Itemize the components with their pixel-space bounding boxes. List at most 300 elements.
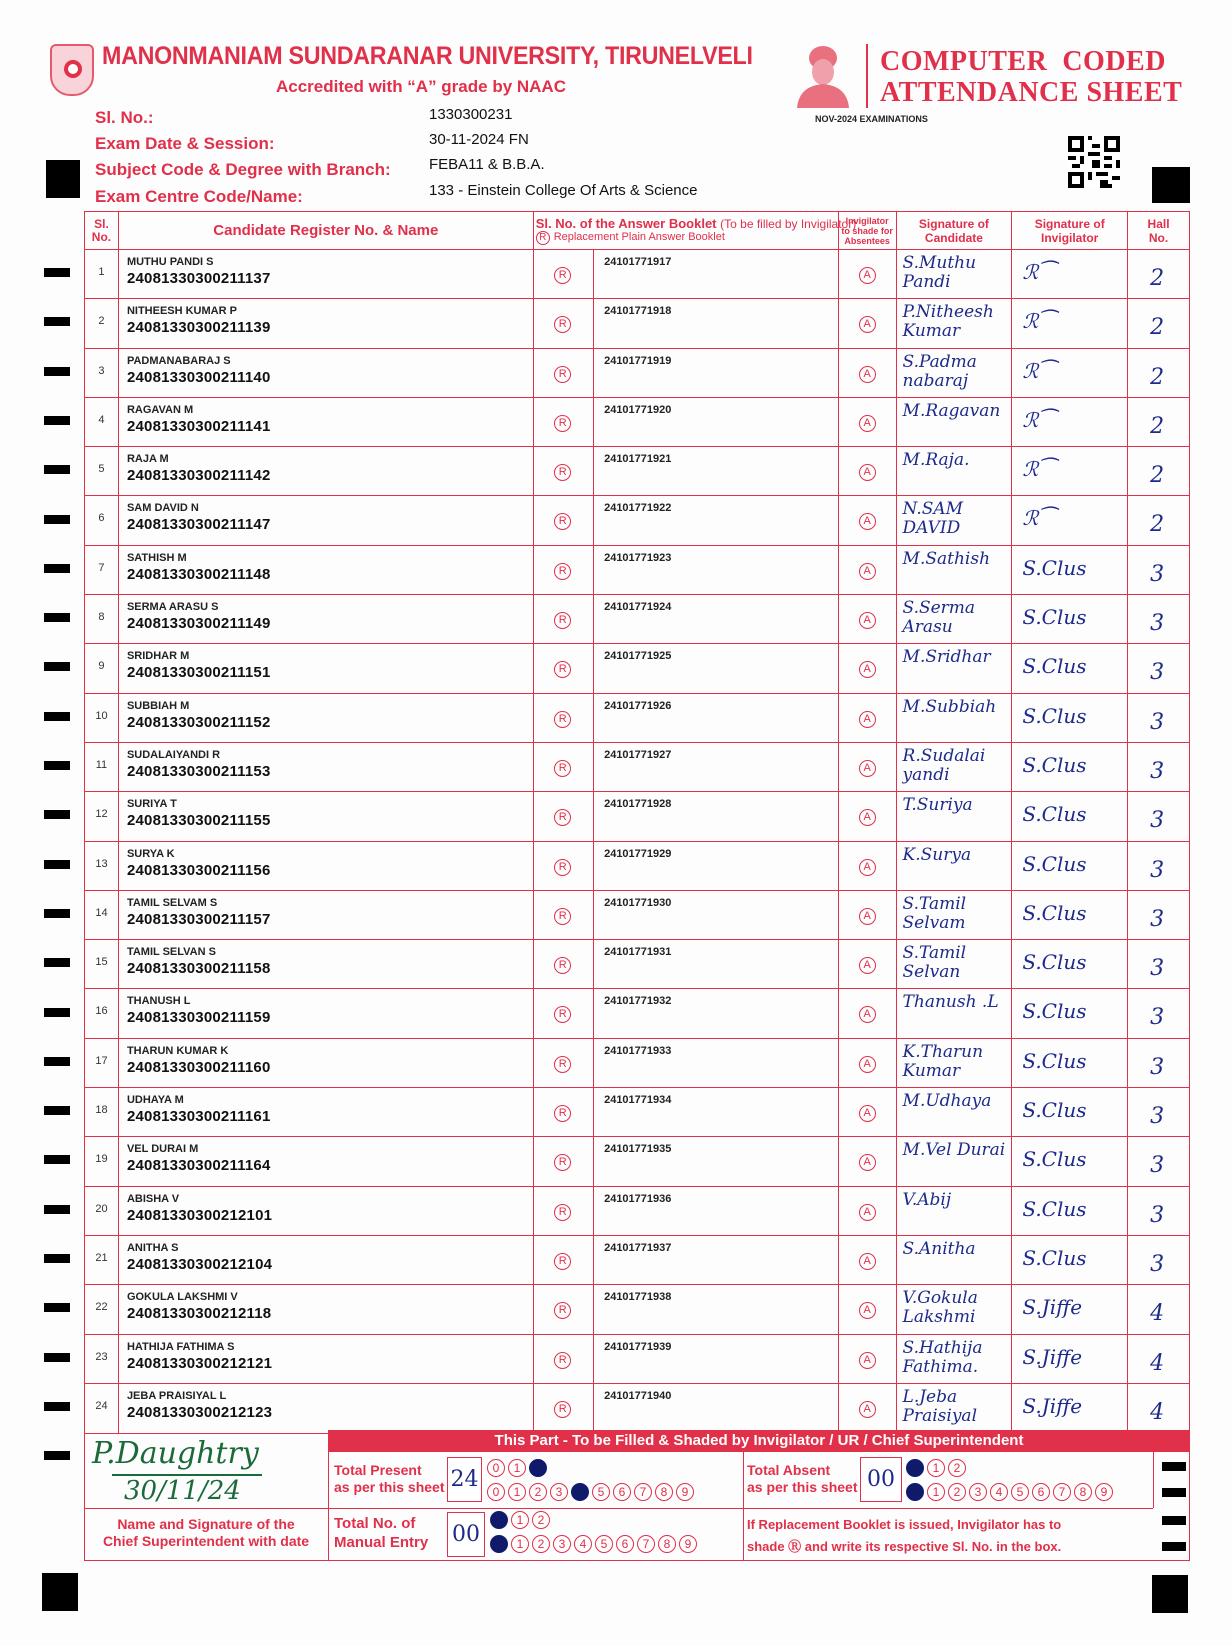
candidate-signature-cell bbox=[897, 1187, 1013, 1235]
hall-number: 3 bbox=[1150, 906, 1165, 932]
replacement-bubble[interactable]: R bbox=[554, 563, 571, 580]
booklet-cell bbox=[594, 1236, 839, 1284]
invigilator-signature-cell bbox=[1012, 250, 1128, 298]
sl-no: 19 bbox=[95, 1153, 108, 1166]
digit-bubble-4[interactable]: 4 bbox=[574, 1535, 592, 1553]
hall-cell bbox=[1128, 349, 1189, 397]
digit-bubble-2[interactable]: 2 bbox=[948, 1459, 966, 1477]
digit-bubble-1[interactable]: 1 bbox=[927, 1483, 945, 1501]
candidate-cell bbox=[119, 1137, 534, 1185]
invigilator-signature-cell bbox=[1012, 644, 1128, 692]
absent-bubble[interactable]: A bbox=[859, 366, 876, 383]
booklet-number: 24101771928 bbox=[604, 798, 672, 811]
sl-no: 11 bbox=[95, 758, 108, 771]
candidate-signature: M.Ragavan bbox=[902, 400, 1001, 421]
replacement-cell bbox=[534, 1236, 594, 1284]
absent-bubble[interactable]: A bbox=[859, 563, 876, 580]
hall-number: 4 bbox=[1150, 1301, 1165, 1327]
absent-bubble[interactable]: A bbox=[859, 1154, 876, 1171]
invigilator-signature-cell bbox=[1012, 842, 1128, 890]
hall-number: 2 bbox=[1150, 266, 1165, 291]
digit-bubble-0[interactable]: 0 bbox=[490, 1511, 508, 1529]
digit-bubble-7[interactable]: 7 bbox=[1053, 1483, 1071, 1501]
candidate-name: ANITHA S bbox=[126, 1241, 179, 1254]
sheet-title-line2: ATTENDANCE SHEET bbox=[880, 77, 1183, 108]
booklet-number: 24101771939 bbox=[604, 1340, 672, 1353]
digit-bubble-5[interactable]: 5 bbox=[1011, 1483, 1029, 1501]
chief-signature: P.Daughtry bbox=[92, 1436, 259, 1471]
replacement-bubble[interactable]: R bbox=[554, 908, 571, 925]
invigilator-signature: S.Clus bbox=[1022, 605, 1087, 630]
booklet-number: 24101771920 bbox=[604, 403, 672, 416]
replacement-cell bbox=[534, 447, 594, 495]
sl-no-cell bbox=[85, 1236, 119, 1284]
candidate-cell bbox=[119, 1384, 534, 1433]
digit-bubble-2[interactable]: 2 bbox=[529, 1459, 547, 1477]
replacement-cell bbox=[534, 349, 594, 397]
invigilator-signature: S.Clus bbox=[1022, 900, 1087, 925]
absent-bubble[interactable]: A bbox=[859, 809, 876, 826]
invigilator-signature: S.Clus bbox=[1022, 1048, 1087, 1073]
sl-no-cell bbox=[85, 989, 119, 1037]
booklet-cell bbox=[594, 940, 839, 988]
candidate-name: ABISHA V bbox=[126, 1192, 180, 1205]
register-number: 24081330300211164 bbox=[126, 1157, 271, 1175]
absent-bubble[interactable]: A bbox=[859, 957, 876, 974]
invigilator-signature-cell bbox=[1012, 1236, 1128, 1284]
candidate-cell bbox=[119, 546, 534, 594]
absent-bubble[interactable]: A bbox=[859, 1105, 876, 1122]
booklet-number: 24101771932 bbox=[604, 995, 672, 1008]
sl-no: 3 bbox=[98, 364, 105, 377]
booklet-number: 24101771919 bbox=[604, 354, 672, 367]
header-divider bbox=[866, 44, 868, 108]
digit-bubble-1[interactable]: 1 bbox=[508, 1483, 526, 1501]
replacement-bubble[interactable]: R bbox=[554, 316, 571, 333]
booklet-number: 24101771938 bbox=[604, 1291, 672, 1304]
sl-no-cell bbox=[85, 792, 119, 840]
absent-bubble[interactable]: A bbox=[859, 612, 876, 629]
hall-cell bbox=[1128, 1335, 1189, 1383]
sl-no: 23 bbox=[95, 1350, 108, 1363]
replacement-bubble[interactable]: R bbox=[554, 267, 571, 284]
invigilator-signature: S.Clus bbox=[1022, 1196, 1087, 1221]
invigilator-signature-cell bbox=[1012, 1137, 1128, 1185]
replacement-bubble[interactable]: R bbox=[554, 1204, 571, 1221]
sl-no-cell bbox=[85, 398, 119, 446]
header-sig-candidate: Signature of Candidate bbox=[897, 212, 1013, 249]
timing-mark bbox=[44, 1303, 70, 1312]
candidate-name: JEBA PRAISIYAL L bbox=[126, 1389, 227, 1402]
timing-mark bbox=[44, 761, 70, 770]
absent-bubble[interactable]: A bbox=[859, 1401, 876, 1418]
replacement-bubble[interactable]: R bbox=[554, 957, 571, 974]
invigilator-signature: ℛ⁀ bbox=[1022, 260, 1055, 284]
candidate-name: TAMIL SELVAM S bbox=[126, 896, 218, 909]
sl-no: 16 bbox=[95, 1005, 108, 1018]
candidate-signature-cell bbox=[897, 989, 1013, 1037]
replacement-bubble[interactable]: R bbox=[554, 1154, 571, 1171]
absent-cell bbox=[839, 1384, 897, 1433]
total-absent-box[interactable]: 00 bbox=[860, 1457, 902, 1502]
digit-bubble-3[interactable]: 3 bbox=[553, 1535, 571, 1553]
hall-number: 2 bbox=[1150, 463, 1165, 489]
replacement-cell bbox=[534, 1335, 594, 1383]
digit-bubble-9[interactable]: 9 bbox=[679, 1535, 697, 1553]
replacement-bubble[interactable]: R bbox=[554, 1302, 571, 1319]
digit-bubble-5[interactable]: 5 bbox=[592, 1483, 610, 1501]
candidate-cell bbox=[119, 842, 534, 890]
replacement-bubble[interactable]: R bbox=[554, 809, 571, 826]
absent-cell bbox=[839, 940, 897, 988]
digit-bubble-4[interactable]: 4 bbox=[571, 1483, 589, 1501]
hall-cell bbox=[1128, 940, 1189, 988]
candidate-cell bbox=[119, 1088, 534, 1136]
candidate-cell bbox=[119, 1187, 534, 1235]
candidate-name: RAJA M bbox=[126, 453, 169, 466]
replacement-note-line1: If Replacement Booklet is issued, Invigilator has to bbox=[747, 1517, 1062, 1532]
hall-number: 2 bbox=[1150, 315, 1165, 341]
candidate-signature-cell bbox=[897, 250, 1013, 298]
booklet-cell bbox=[594, 1088, 839, 1136]
register-number: 24081330300212121 bbox=[126, 1354, 273, 1372]
candidate-name: PADMANABARAJ S bbox=[126, 354, 231, 367]
candidate-signature: Thanush .L bbox=[902, 992, 999, 1013]
absent-cell bbox=[839, 1335, 897, 1383]
candidate-signature-cell bbox=[897, 447, 1013, 495]
invigilator-signature: S.Clus bbox=[1022, 752, 1087, 777]
exam-session-label: NOV-2024 EXAMINATIONS bbox=[815, 114, 928, 124]
total-present-box[interactable]: 24 bbox=[447, 1457, 482, 1502]
replacement-note-line2: shade Ⓡ and write its respective Sl. No. in the box. bbox=[747, 1539, 1062, 1554]
absent-cell bbox=[839, 694, 897, 742]
invigilator-signature: S.Clus bbox=[1022, 1147, 1087, 1172]
absent-bubble[interactable]: A bbox=[859, 711, 876, 728]
booklet-cell bbox=[594, 694, 839, 742]
invigilator-signature-cell bbox=[1012, 792, 1128, 840]
digit-bubble-1[interactable]: 1 bbox=[511, 1511, 529, 1529]
sl-no-cell bbox=[85, 743, 119, 791]
candidate-signature-cell bbox=[897, 299, 1013, 347]
timing-mark bbox=[44, 810, 70, 819]
absent-bubble[interactable]: A bbox=[859, 1253, 876, 1270]
absent-bubble[interactable]: A bbox=[859, 1056, 876, 1073]
register-number: 24081330300211155 bbox=[126, 812, 271, 830]
sl-no-cell bbox=[85, 1137, 119, 1185]
booklet-cell bbox=[594, 1285, 839, 1333]
invigilator-signature-cell bbox=[1012, 1384, 1128, 1433]
digit-bubble-1[interactable]: 1 bbox=[508, 1459, 526, 1477]
booklet-number: 24101771922 bbox=[604, 502, 672, 515]
replacement-bubble[interactable]: R bbox=[554, 464, 571, 481]
hall-cell bbox=[1128, 1137, 1189, 1185]
timing-mark bbox=[44, 1254, 70, 1263]
digit-bubble-1[interactable]: 1 bbox=[927, 1459, 945, 1477]
register-number: 24081330300211152 bbox=[126, 713, 271, 731]
sl-no-cell bbox=[85, 940, 119, 988]
digit-bubble-8[interactable]: 8 bbox=[658, 1535, 676, 1553]
replacement-bubble[interactable]: R bbox=[554, 366, 571, 383]
register-number: 24081330300212123 bbox=[126, 1403, 273, 1421]
digit-bubble-6[interactable]: 6 bbox=[613, 1483, 631, 1501]
absent-bubble[interactable]: A bbox=[859, 1352, 876, 1369]
replacement-bubble[interactable]: R bbox=[554, 760, 571, 777]
candidate-signature: S.Tamil Selvam bbox=[902, 893, 967, 933]
absent-bubble[interactable]: A bbox=[859, 316, 876, 333]
invigilator-signature: S.Clus bbox=[1022, 703, 1087, 728]
replacement-cell bbox=[534, 644, 594, 692]
digit-bubble-0[interactable]: 0 bbox=[906, 1459, 924, 1477]
replacement-cell bbox=[534, 891, 594, 939]
invigilator-signature-cell bbox=[1012, 891, 1128, 939]
digit-bubble-4[interactable]: 4 bbox=[990, 1483, 1008, 1501]
manual-entry-label1: Total No. of bbox=[334, 1515, 416, 1532]
centre-value: 133 - Einstein College Of Arts & Science bbox=[429, 182, 698, 199]
digit-bubble-2[interactable]: 2 bbox=[532, 1535, 550, 1553]
total-present-units-bubbles bbox=[487, 1483, 697, 1501]
booklet-number: 24101771931 bbox=[604, 946, 672, 959]
replacement-cell bbox=[534, 595, 594, 643]
booklet-cell bbox=[594, 496, 839, 544]
digit-bubble-2[interactable]: 2 bbox=[948, 1483, 966, 1501]
digit-bubble-1[interactable]: 1 bbox=[511, 1535, 529, 1553]
manual-entry-box[interactable]: 00 bbox=[447, 1512, 485, 1557]
digit-bubble-9[interactable]: 9 bbox=[1095, 1483, 1113, 1501]
digit-bubble-2[interactable]: 2 bbox=[529, 1483, 547, 1501]
header-candidate: Candidate Register No. & Name bbox=[119, 212, 534, 249]
register-number: 24081330300211148 bbox=[126, 565, 271, 583]
replacement-bubble[interactable]: R bbox=[554, 513, 571, 530]
timing-mark bbox=[44, 564, 70, 573]
digit-bubble-0[interactable]: 0 bbox=[487, 1483, 505, 1501]
invigilator-signature-cell bbox=[1012, 1187, 1128, 1235]
hall-cell bbox=[1128, 989, 1189, 1037]
register-number: 24081330300211158 bbox=[126, 960, 271, 978]
digit-bubble-7[interactable]: 7 bbox=[634, 1483, 652, 1501]
register-number: 24081330300211160 bbox=[126, 1058, 271, 1076]
digit-bubble-8[interactable]: 8 bbox=[1074, 1483, 1092, 1501]
replacement-header-text: Replacement Plain Answer Booklet bbox=[553, 230, 725, 243]
absent-bubble[interactable]: A bbox=[859, 1302, 876, 1319]
invigilator-signature: ℛ⁀ bbox=[1022, 457, 1055, 482]
absent-cell bbox=[839, 398, 897, 446]
digit-bubble-3[interactable]: 3 bbox=[550, 1483, 568, 1501]
register-number: 24081330300211159 bbox=[126, 1009, 271, 1027]
absent-cell bbox=[839, 842, 897, 890]
replacement-bubble[interactable]: R bbox=[554, 711, 571, 728]
absent-cell bbox=[839, 1137, 897, 1185]
table-row bbox=[85, 743, 1189, 792]
candidate-name: GOKULA LAKSHMI V bbox=[126, 1291, 238, 1304]
sl-no-label: Sl. No.: bbox=[95, 108, 154, 127]
sl-no-cell bbox=[85, 891, 119, 939]
register-number: 24081330300212101 bbox=[126, 1206, 273, 1224]
replacement-bubble[interactable]: R bbox=[554, 1056, 571, 1073]
candidate-signature: S.Serma Arasu bbox=[902, 598, 976, 638]
hall-cell bbox=[1128, 1236, 1189, 1284]
table-row bbox=[85, 1236, 1189, 1285]
absent-bubble[interactable]: A bbox=[859, 760, 876, 777]
timing-mark bbox=[44, 712, 70, 721]
booklet-number: 24101771924 bbox=[604, 601, 672, 614]
absent-bubble[interactable]: A bbox=[859, 661, 876, 678]
candidate-signature: S.Tamil Selvan bbox=[902, 943, 967, 983]
sl-no-value: 1330300231 bbox=[429, 106, 513, 123]
candidate-cell bbox=[119, 940, 534, 988]
digit-bubble-6[interactable]: 6 bbox=[616, 1535, 634, 1553]
replacement-bubble[interactable]: R bbox=[554, 661, 571, 678]
absent-bubble[interactable]: A bbox=[859, 267, 876, 284]
chief-label bbox=[88, 1516, 324, 1550]
candidate-cell bbox=[119, 349, 534, 397]
sl-no-cell bbox=[85, 595, 119, 643]
chief-signature-date: 30/11/24 bbox=[124, 1476, 241, 1506]
digit-bubble-8[interactable]: 8 bbox=[655, 1483, 673, 1501]
replacement-cell bbox=[534, 1285, 594, 1333]
absent-bubble[interactable]: A bbox=[859, 1204, 876, 1221]
table-row bbox=[85, 891, 1189, 940]
booklet-cell bbox=[594, 546, 839, 594]
candidate-signature-cell bbox=[897, 1039, 1013, 1087]
replacement-cell bbox=[534, 743, 594, 791]
replacement-cell bbox=[534, 989, 594, 1037]
replacement-note bbox=[747, 1514, 1061, 1558]
digit-bubble-5[interactable]: 5 bbox=[595, 1535, 613, 1553]
replacement-cell bbox=[534, 842, 594, 890]
exam-date-label: Exam Date & Session: bbox=[95, 134, 275, 153]
absent-bubble[interactable]: A bbox=[859, 1006, 876, 1023]
candidate-signature: K.Tharun Kumar bbox=[902, 1041, 984, 1081]
digit-bubble-3[interactable]: 3 bbox=[969, 1483, 987, 1501]
replacement-cell bbox=[534, 496, 594, 544]
register-number: 24081330300211153 bbox=[126, 762, 271, 780]
register-number: 24081330300211141 bbox=[126, 417, 271, 435]
replacement-bubble[interactable]: R bbox=[554, 612, 571, 629]
digit-bubble-7[interactable]: 7 bbox=[637, 1535, 655, 1553]
candidate-signature-cell bbox=[897, 644, 1013, 692]
subject-value: FEBA11 & B.B.A. bbox=[429, 156, 545, 173]
booklet-cell bbox=[594, 250, 839, 298]
hall-number: 3 bbox=[1150, 1054, 1165, 1080]
absent-cell bbox=[839, 1039, 897, 1087]
candidate-cell bbox=[119, 595, 534, 643]
sl-no: 1 bbox=[98, 266, 105, 278]
booklet-cell bbox=[594, 891, 839, 939]
digit-bubble-6[interactable]: 6 bbox=[1032, 1483, 1050, 1501]
absent-bubble[interactable]: A bbox=[859, 513, 876, 530]
candidate-cell bbox=[119, 694, 534, 742]
sl-no: 14 bbox=[95, 906, 108, 919]
timing-mark bbox=[44, 515, 70, 524]
timing-mark bbox=[44, 416, 70, 425]
absent-bubble[interactable]: A bbox=[859, 464, 876, 481]
sl-no-cell bbox=[85, 447, 119, 495]
absent-bubble[interactable]: A bbox=[859, 859, 876, 876]
sl-no-cell bbox=[85, 1285, 119, 1333]
invigilator-signature-cell bbox=[1012, 1039, 1128, 1087]
sl-no-cell bbox=[85, 1335, 119, 1383]
digit-bubble-0[interactable]: 0 bbox=[906, 1483, 924, 1501]
hall-cell bbox=[1128, 496, 1189, 544]
table-row bbox=[85, 349, 1189, 398]
candidate-signature: K.Surya bbox=[902, 844, 972, 865]
table-row bbox=[85, 989, 1189, 1038]
invigilator-signature-cell bbox=[1012, 743, 1128, 791]
candidate-signature-cell bbox=[897, 546, 1013, 594]
timing-mark bbox=[44, 465, 70, 474]
absent-cell bbox=[839, 1187, 897, 1235]
sl-no-cell bbox=[85, 842, 119, 890]
header-hall: Hall No. bbox=[1147, 216, 1170, 245]
sl-no: 6 bbox=[98, 512, 105, 525]
invigilator-signature-cell bbox=[1012, 595, 1128, 643]
candidate-name: SURYA K bbox=[126, 847, 175, 860]
replacement-bubble[interactable]: R bbox=[554, 1352, 571, 1369]
candidate-cell bbox=[119, 792, 534, 840]
sl-no-cell bbox=[85, 694, 119, 742]
replacement-bubble[interactable]: R bbox=[554, 1006, 571, 1023]
booklet-header-note: (To be filled by Invigilator) bbox=[720, 216, 857, 231]
candidate-signature: P.Nitheesh Kumar bbox=[902, 302, 994, 342]
total-absent-label2: as per this sheet bbox=[747, 1479, 858, 1495]
timing-mark bbox=[44, 1353, 70, 1362]
hall-number: 2 bbox=[1150, 413, 1165, 439]
candidate-name: THANUSH L bbox=[126, 995, 191, 1008]
digit-bubble-9[interactable]: 9 bbox=[676, 1483, 694, 1501]
replacement-bubble[interactable]: R bbox=[554, 1105, 571, 1122]
candidate-name: VEL DURAI M bbox=[126, 1143, 199, 1156]
booklet-cell bbox=[594, 1384, 839, 1433]
invigilator-signature-cell bbox=[1012, 989, 1128, 1037]
absent-bubble[interactable]: A bbox=[859, 908, 876, 925]
replacement-bubble[interactable]: R bbox=[554, 1253, 571, 1270]
replacement-bubble[interactable]: R bbox=[554, 859, 571, 876]
replacement-bubble[interactable]: R bbox=[554, 1401, 571, 1418]
hall-number: 3 bbox=[1150, 660, 1165, 686]
register-number: 24081330300211147 bbox=[126, 516, 271, 534]
register-number: 24081330300211142 bbox=[126, 467, 271, 485]
digit-bubble-0[interactable]: 0 bbox=[490, 1535, 508, 1553]
invigilator-signature: S.Jiffe bbox=[1022, 1295, 1083, 1320]
candidate-cell bbox=[119, 299, 534, 347]
absent-bubble[interactable]: A bbox=[859, 415, 876, 432]
candidate-signature: M.Sathish bbox=[902, 548, 991, 569]
invigilator-signature: S.Jiffe bbox=[1022, 1344, 1083, 1369]
hall-number: 3 bbox=[1150, 1202, 1165, 1228]
replacement-bubble[interactable]: R bbox=[554, 415, 571, 432]
chief-label-line2: Chief Superintendent with date bbox=[102, 1533, 310, 1549]
digit-bubble-2[interactable]: 2 bbox=[532, 1511, 550, 1529]
hall-cell bbox=[1128, 1285, 1189, 1333]
replacement-cell bbox=[534, 546, 594, 594]
candidate-signature: V.Abij bbox=[902, 1189, 952, 1210]
candidate-signature-cell bbox=[897, 398, 1013, 446]
booklet-number: 24101771933 bbox=[604, 1044, 672, 1057]
absent-cell bbox=[839, 792, 897, 840]
table-header bbox=[85, 212, 1189, 250]
hall-number: 3 bbox=[1150, 1153, 1165, 1179]
candidate-signature: M.Udhaya bbox=[902, 1091, 992, 1112]
register-number: 24081330300211140 bbox=[126, 368, 271, 386]
invigilator-signature-cell bbox=[1012, 1088, 1128, 1136]
divider bbox=[743, 1508, 744, 1561]
replacement-cell bbox=[534, 1187, 594, 1235]
candidate-signature-cell bbox=[897, 940, 1013, 988]
header-absent: Invigilator to shade for Absentees bbox=[839, 212, 897, 249]
candidate-name: SUDALAIYANDI R bbox=[126, 748, 221, 761]
replacement-cell bbox=[534, 1384, 594, 1433]
digit-bubble-0[interactable]: 0 bbox=[487, 1459, 505, 1477]
